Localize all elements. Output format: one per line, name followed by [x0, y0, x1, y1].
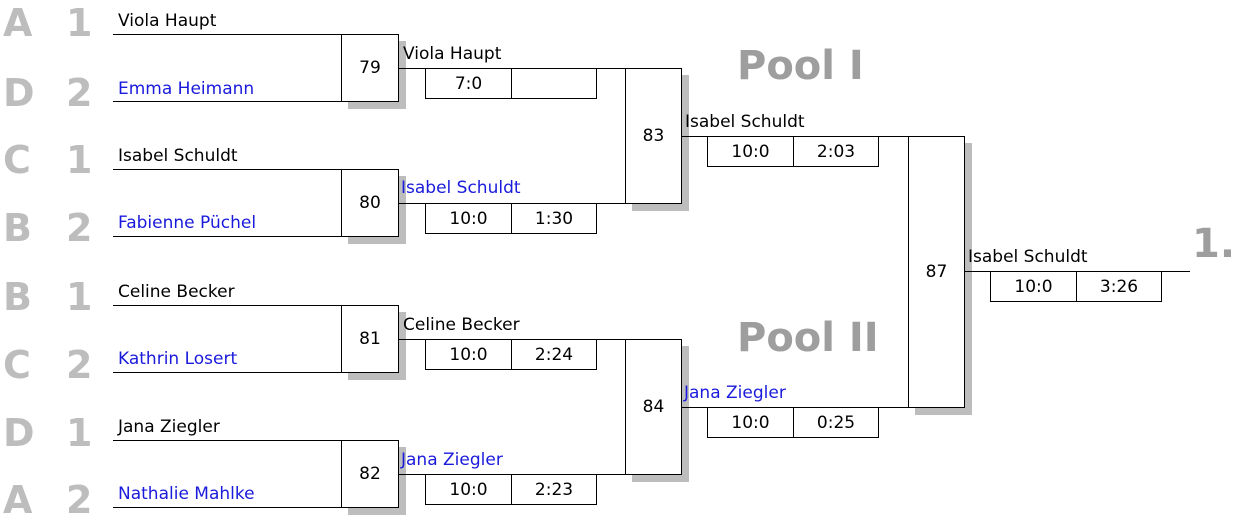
match-winner-name: Isabel Schuldt: [685, 112, 805, 132]
score-box: [990, 272, 1162, 302]
seed-number: 1: [66, 1, 93, 45]
match-number-box: 79: [341, 34, 399, 102]
seed-letter: B: [3, 206, 32, 250]
seed-number: 2: [66, 478, 93, 522]
player-name: Viola Haupt: [118, 11, 217, 31]
time-value: 2:03: [793, 137, 878, 166]
match-winner-name: Jana Ziegler: [401, 450, 503, 470]
pool-2-label: Pool II: [737, 315, 879, 361]
score-box: [707, 137, 879, 167]
seed-number: 1: [66, 411, 93, 455]
player-name: Kathrin Losert: [118, 349, 238, 369]
match-number-box: 83: [625, 68, 682, 204]
seed-letter: D: [3, 411, 35, 455]
score-box: [425, 340, 597, 370]
seed-letter: A: [3, 478, 33, 522]
player-name: Emma Heimann: [118, 79, 255, 99]
score-value: 10:0: [731, 412, 770, 433]
seed-number: 2: [66, 71, 93, 115]
player-name: Nathalie Mahlke: [118, 484, 255, 504]
seed-number: 1: [66, 138, 93, 182]
player-name: Jana Ziegler: [118, 417, 220, 437]
player-name: Fabienne Püchel: [118, 213, 257, 233]
seed-letter: A: [3, 1, 33, 45]
seed-number: 2: [66, 206, 93, 250]
match-number-box: 82: [341, 440, 399, 508]
seed-letter: C: [3, 343, 31, 387]
score-value: 10:0: [731, 141, 770, 162]
time-value: 2:23: [511, 475, 596, 504]
time-value: 0:25: [793, 408, 878, 437]
score-value: 10:0: [1014, 276, 1053, 297]
final-winner-name: Isabel Schuldt: [968, 247, 1088, 267]
time-value: [511, 69, 596, 98]
score-value: 10:0: [449, 344, 488, 365]
player-name: Celine Becker: [118, 282, 235, 302]
match-winner-name: Viola Haupt: [403, 44, 502, 64]
score-value: 10:0: [449, 479, 488, 500]
seed-letter: B: [3, 275, 32, 319]
score-value: 7:0: [454, 73, 483, 94]
seed-number: 2: [66, 343, 93, 387]
time-value: 2:24: [511, 340, 596, 369]
score-box: [707, 408, 879, 438]
score-box: [425, 204, 597, 234]
match-winner-name: Jana Ziegler: [684, 383, 786, 403]
match-winner-name: Isabel Schuldt: [401, 178, 521, 198]
time-value: 1:30: [511, 204, 596, 233]
pool-1-label: Pool I: [737, 43, 864, 89]
final-place-label: 1.: [1192, 221, 1235, 267]
seed-letter: D: [3, 71, 35, 115]
match-number-box: 84: [625, 339, 682, 475]
time-value: 3:26: [1076, 272, 1161, 301]
seed-letter: C: [3, 138, 31, 182]
score-box: [425, 69, 597, 99]
match-number-box: 80: [341, 169, 399, 237]
match-number-box: 87: [908, 136, 965, 408]
match-winner-name: Celine Becker: [403, 315, 520, 335]
player-name: Isabel Schuldt: [118, 146, 238, 166]
score-value: 10:0: [449, 208, 488, 229]
seed-number: 1: [66, 275, 93, 319]
score-box: [425, 475, 597, 505]
match-number-box: 81: [341, 305, 399, 373]
